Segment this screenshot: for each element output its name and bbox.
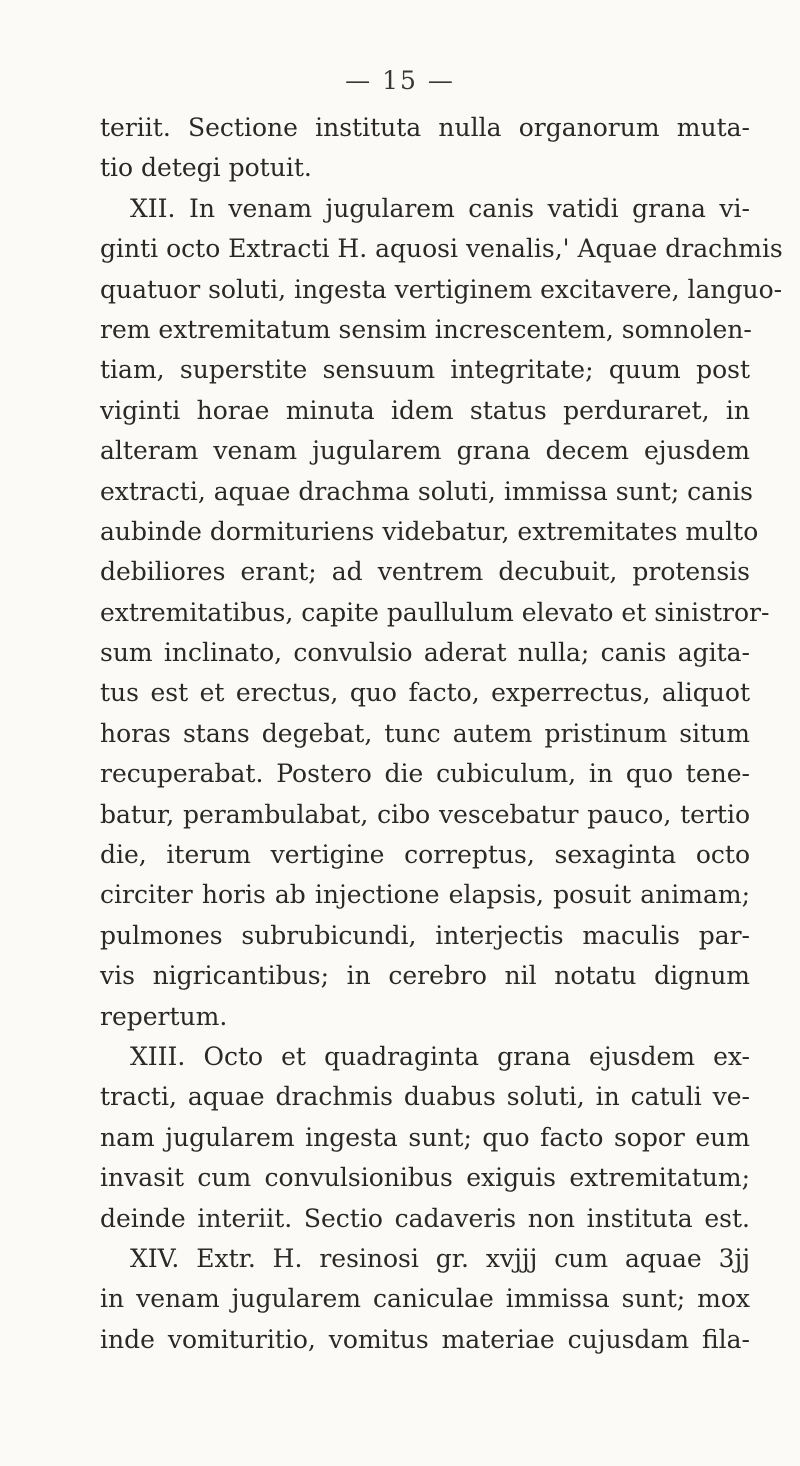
text-line: nam jugularem ingesta sunt; quo facto sopor eum: [100, 1122, 750, 1152]
text-line: extremitatibus, capite paullulum elevato et sinistror-: [100, 597, 770, 627]
text-line: repertum.: [100, 1001, 228, 1031]
text-line: sum inclinato, convulsio aderat nulla; canis agita-: [100, 638, 750, 668]
text-line: ginti octo Extracti H. aquosi venalis,' Aquae drachmis: [100, 234, 783, 264]
text-line: inde vomituritio, vomitus materiae cujusdam fila-: [100, 1324, 750, 1354]
text-line: die, iterum vertigine correptus, sexaginta octo: [100, 840, 750, 870]
text-line: debiliores erant; ad ventrem decubuit, protensis: [100, 557, 750, 587]
text-line: batur, perambulabat, cibo vescebatur pauco, tertio: [100, 799, 750, 829]
text-line: horas stans degebat, tunc autem pristinum situm: [100, 718, 750, 748]
text-line: recuperabat. Postero die cubiculum, in quo tene-: [100, 759, 750, 789]
text-line: deinde interiit. Sectio cadaveris non instituta est.: [100, 1203, 750, 1233]
text-line: XII. In venam jugularem canis vatidi grana vi-: [130, 193, 750, 223]
text-line: in venam jugularem caniculae immissa sunt; mox: [100, 1284, 750, 1314]
text-line: teriit. Sectione instituta nulla organorum muta-: [100, 113, 750, 142]
body-text: [100, 108, 783, 1360]
text-line: viginti horae minuta idem status perduraret, in: [100, 395, 750, 425]
text-line: extracti, aquae drachma soluti, immissa sunt; canis: [100, 476, 754, 506]
text-line: invasit cum convulsionibus exiguis extremitatum;: [100, 1163, 750, 1193]
text-line: tio detegi potuit.: [100, 153, 312, 183]
text-line: rem extremitatum sensim increscentem, somnolen-: [100, 314, 752, 344]
text-line: aubinde dormituriens videbatur, extremitates multo: [100, 516, 759, 546]
text-line: quatuor soluti, ingesta vertiginem excitavere, languo-: [100, 274, 783, 304]
text-line: tus est et erectus, quo facto, experrectus, aliquot: [100, 678, 750, 708]
text-line: vis nigricantibus; in cerebro nil notatu dignum: [100, 961, 750, 991]
page-number-header: — 15 —: [345, 66, 455, 95]
text-line: XIV. Extr. H. resinosi gr. xvjjj cum aquae 3jj: [130, 1243, 750, 1273]
text-line: pulmones subrubicundi, interjectis maculis par-: [100, 920, 750, 950]
text-line: tiam, superstite sensuum integritate; quum post: [100, 355, 750, 385]
text-line: alteram venam jugularem grana decem ejusdem: [100, 436, 750, 466]
text-line: XIII. Octo et quadraginta grana ejusdem ex-: [130, 1041, 750, 1071]
text-line: circiter horis ab injectione elapsis, posuit animam;: [100, 880, 750, 910]
text-line: tracti, aquae drachmis duabus soluti, in catuli ve-: [100, 1082, 750, 1112]
